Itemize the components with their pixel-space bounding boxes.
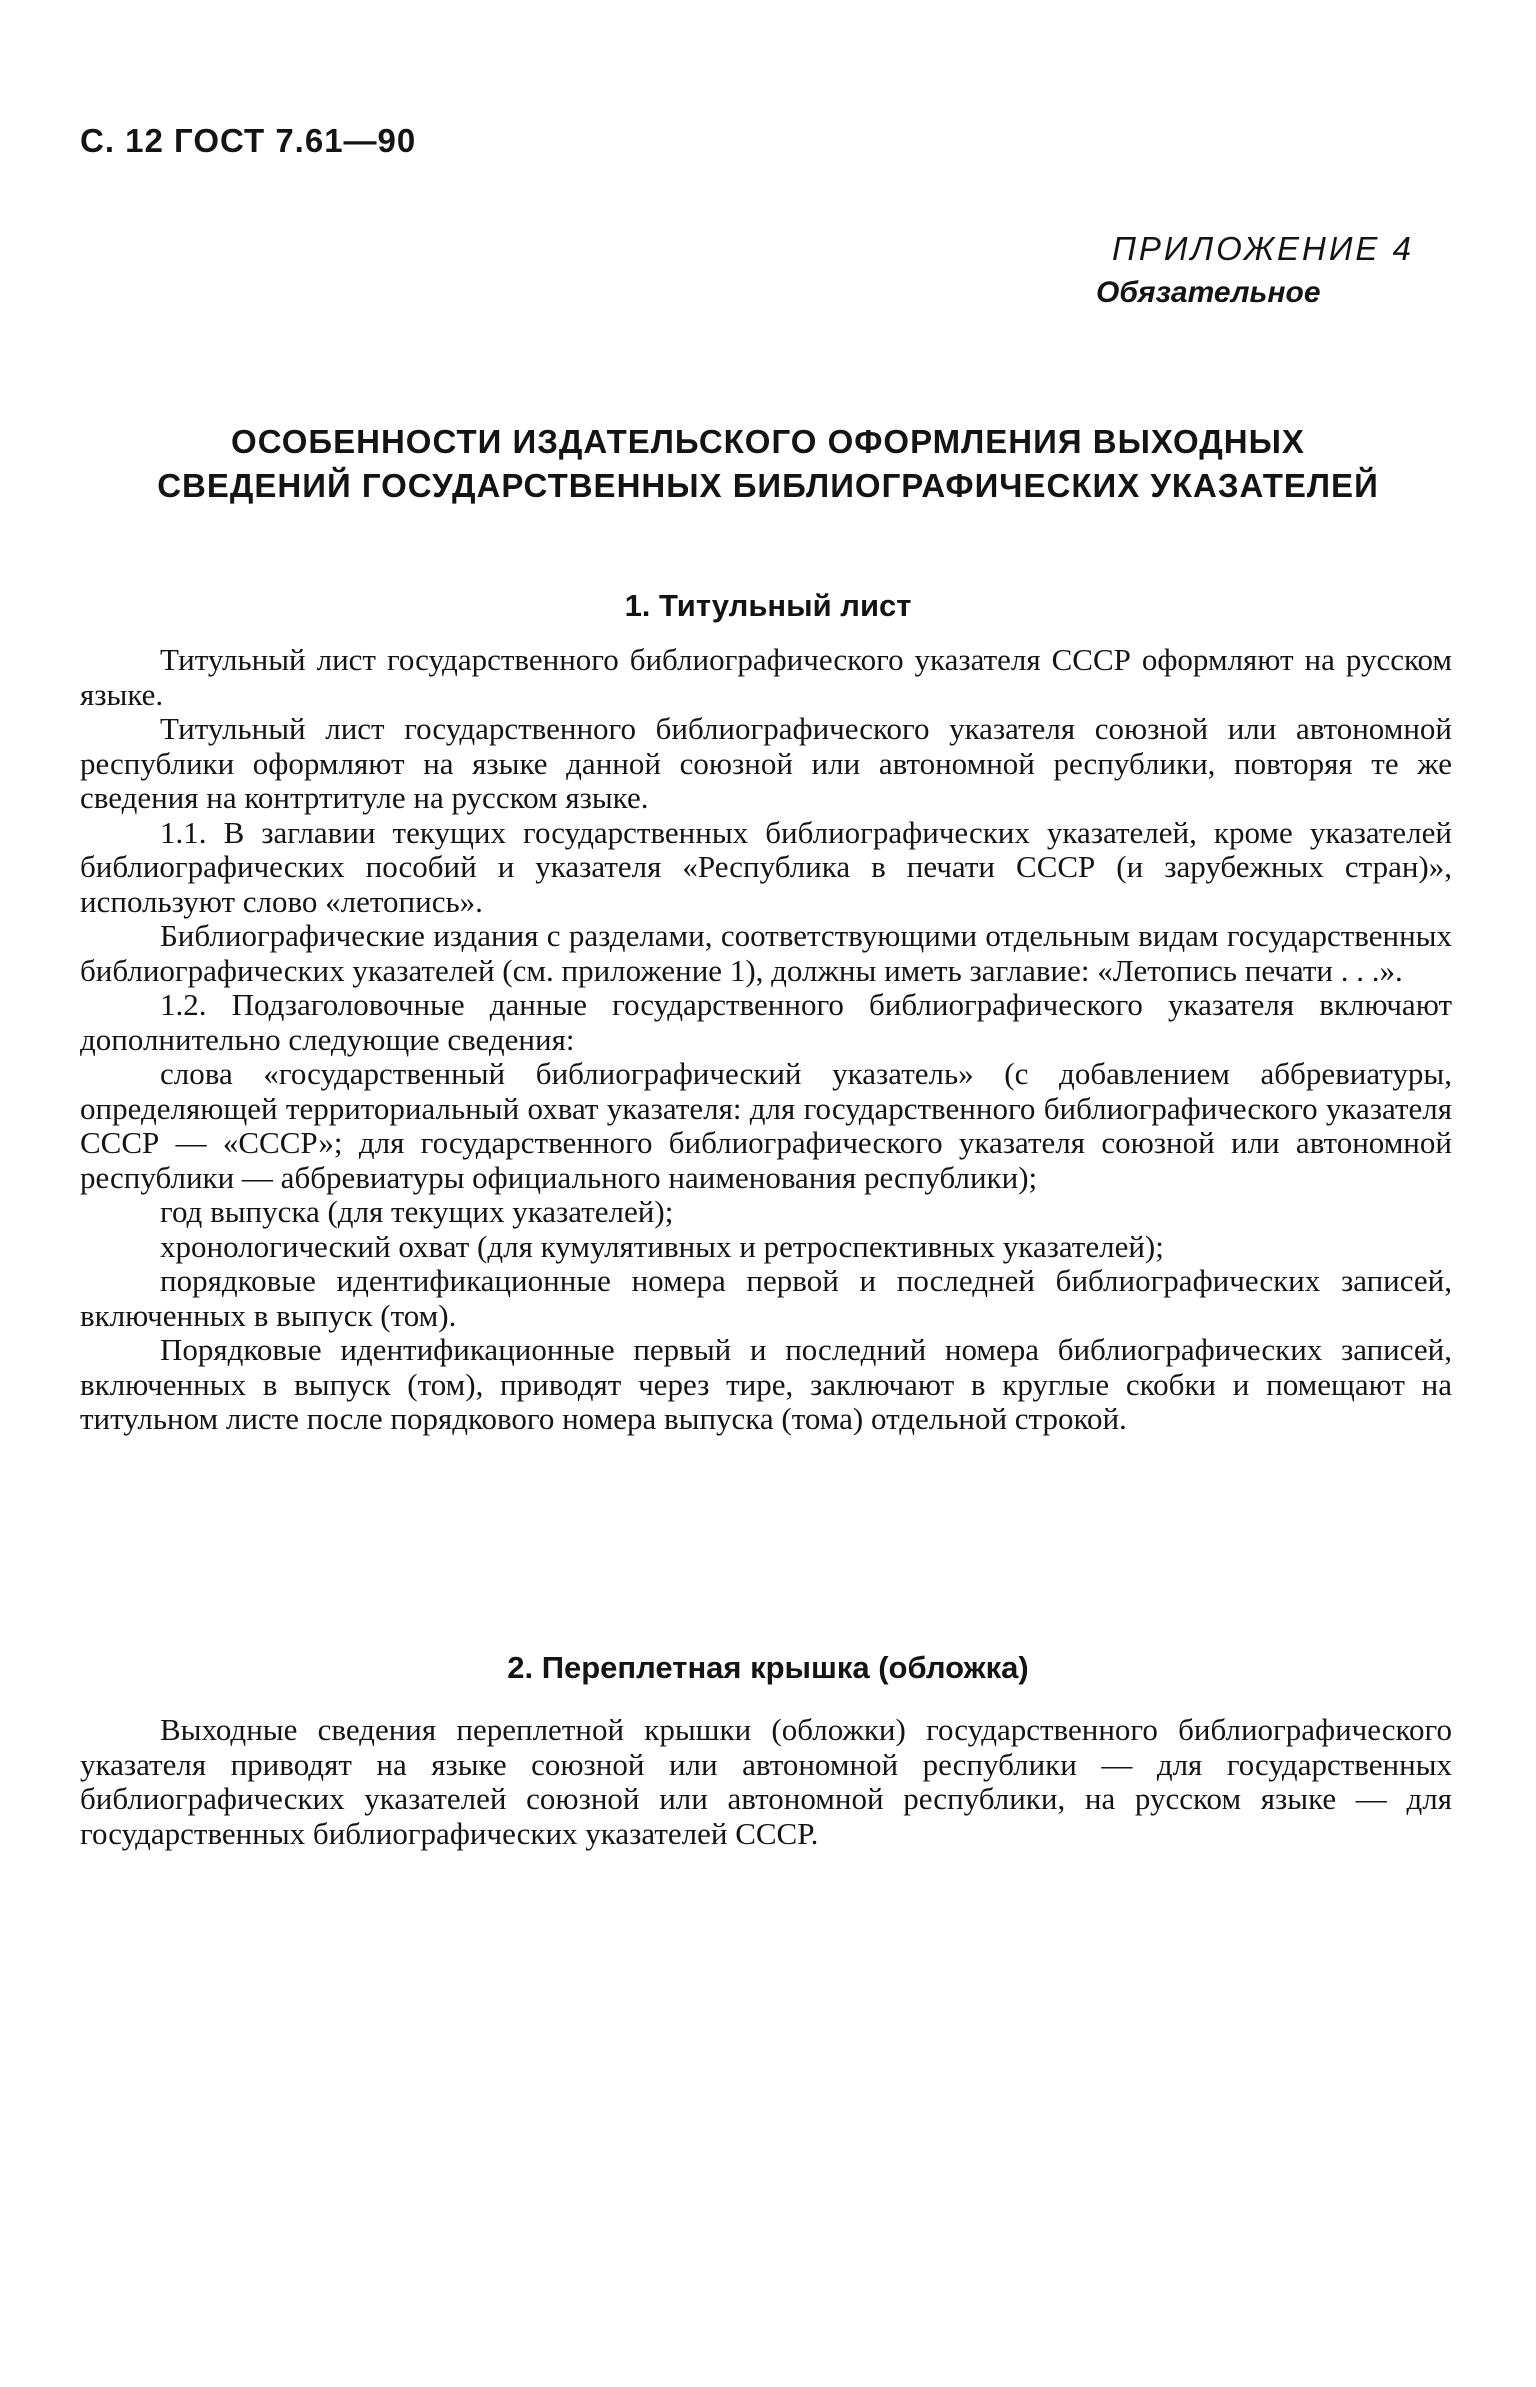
- section-1-body: [80, 643, 1452, 1437]
- section-2-body: [80, 1713, 1452, 1851]
- paragraph: слова «государственный библиографический указатель» (с добавлением аббревиатуры, определяющей территориальный охват указателя: для государственного библиографического указателя СССР — «СССР»; для государственного библиографического указателя союзной или автономной республики — аббревиатуры официального наименования республики);: [80, 1056, 1452, 1195]
- paragraph: 1.2. Подзаголовочные данные государственного библиографического указателя включают дополнительно следующие сведения:: [80, 987, 1452, 1057]
- appendix-status: Обязательное: [1096, 276, 1321, 309]
- appendix-title: ПРИЛОЖЕНИЕ 4: [1112, 230, 1414, 267]
- page-header: С. 12 ГОСТ 7.61—90: [80, 122, 417, 159]
- appendix-block: [1060, 230, 1460, 310]
- paragraph: Библиографические издания с разделами, соответствующими отдельным видам государственных библиографических указателей (см. приложение 1), должны иметь заглавие: «Летопись печати . . .».: [80, 918, 1452, 988]
- paragraph: Порядковые идентификационные первый и последний номера библиографических записей, включенных в выпуск (том), приводят через тире, заключают в круглые скобки и помещают на титульном листе после порядкового номера выпуска (тома) отдельной строкой.: [80, 1332, 1452, 1436]
- section-1-heading: 1. Титульный лист: [624, 588, 912, 623]
- document-title: ОСОБЕННОСТИ ИЗДАТЕЛЬСКОГО ОФОРМЛЕНИЯ ВЫХОДНЫХ СВЕДЕНИЙ ГОСУДАРСТВЕННЫХ БИБЛИОГРАФИЧЕСКИХ УКАЗАТЕЛЕЙ: [157, 423, 1379, 504]
- paragraph: Титульный лист государственного библиографического указателя союзной или автономной республики оформляют на языке данной союзной или автономной республики, повторяя те же сведения на контртитуле на русском языке.: [80, 711, 1452, 815]
- paragraph: хронологический охват (для кумулятивных и ретроспективных указателей);: [160, 1228, 1164, 1264]
- paragraph: порядковые идентификационные номера первой и последней библиографических записей, включенных в выпуск (том).: [80, 1263, 1452, 1333]
- paragraph: год выпуска (для текущих указателей);: [160, 1194, 674, 1229]
- section-2-heading: 2. Переплетная крышка (обложка): [507, 1650, 1029, 1685]
- paragraph: 1.1. В заглавии текущих государственных библиографических указателей, кроме указателей библиографических пособий и указателя «Республика в печати СССР (и зарубежных стран)», используют слово «летопись».: [80, 814, 1452, 919]
- paragraph: Титульный лист государственного библиографического указателя СССР оформляют на русском языке.: [80, 642, 1452, 712]
- paragraph: Выходные сведения переплетной крышки (обложки) государственного библиографического указателя приводят на языке союзной или автономной республики — для государственных библиографических указателей союзной или автономной республики, на русском языке — для государственных библиографических указателей СССР.: [80, 1712, 1452, 1851]
